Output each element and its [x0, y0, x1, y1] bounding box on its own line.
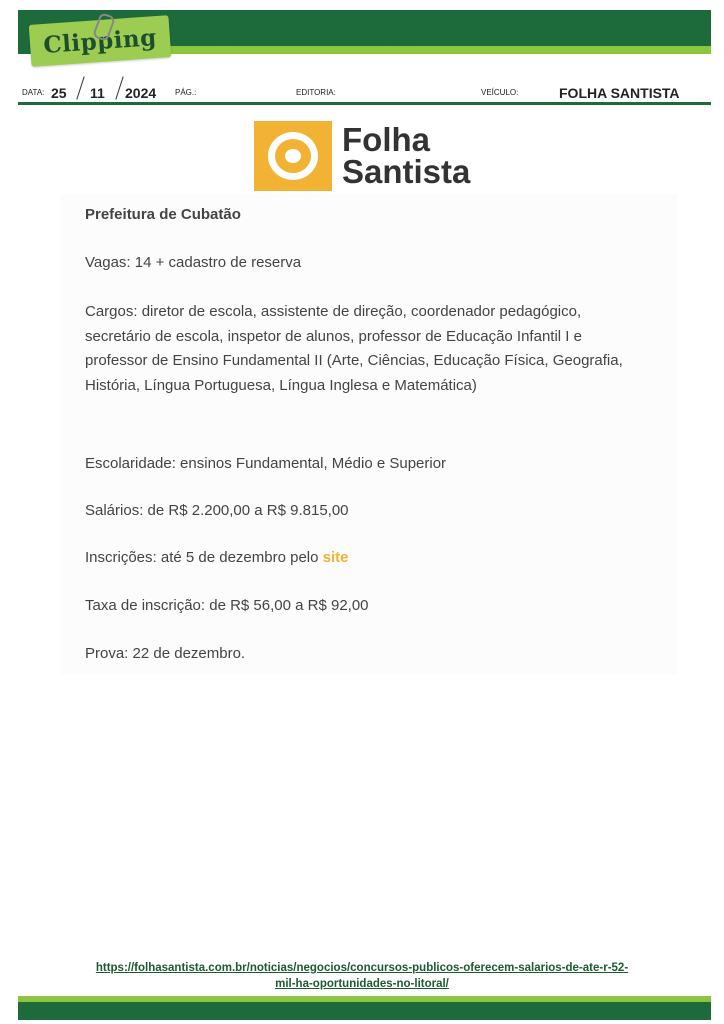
article-escolaridade: Escolaridade: ensinos Fundamental, Médio e Superior: [85, 455, 447, 472]
source-url-line-1[interactable]: https://folhasantista.com.br/noticias/negocios/concursos-publicos-oferecem-salarios-de-ate-r-52-: [95, 962, 629, 974]
date-separator: [115, 76, 123, 99]
article-prova: Prova: 22 de dezembro.: [85, 645, 246, 662]
article-salarios: Salários: de R$ 2.200,00 a R$ 9.815,00: [85, 502, 349, 519]
meta-row: [18, 80, 711, 102]
logo-line-1: Folha: [342, 121, 430, 158]
date-label: DATA:: [22, 88, 45, 97]
inscricoes-text: Inscrições: até 5 de dezembro pelo: [85, 549, 323, 566]
article-taxa: Taxa de inscrição: de R$ 56,00 a R$ 92,00: [85, 597, 369, 614]
editoria-label: EDITORIA:: [296, 88, 336, 97]
veiculo-value: FOLHA SANTISTA: [559, 85, 680, 101]
date-day: 25: [51, 85, 67, 101]
meta-divider: [18, 102, 711, 105]
article-inscricoes: [85, 546, 645, 571]
header-subtitle: ON-LINE • DEPARTAMENTO DE IMPRENSA • PMC: [178, 38, 415, 49]
clipping-label: Clipping: [42, 23, 158, 59]
source-url-link[interactable]: [40, 960, 684, 992]
site-link[interactable]: site: [322, 549, 349, 566]
footer-band: [18, 1002, 711, 1020]
date-separator: [76, 76, 84, 99]
page-label: PÁG.:: [175, 88, 197, 97]
logo-text: [342, 121, 471, 190]
date-month: 11: [90, 85, 105, 101]
veiculo-label: VEÍCULO:: [481, 88, 519, 97]
article-vagas: Vagas: 14 + cadastro de reserva: [85, 254, 302, 271]
article-cargos: Cargos: diretor de escola, assistente de direção, coordenador pedagógico, secretário de escola, inspetor de alunos, professor de Educação Infantil I e professor de Ensino Fundamental II (Arte, Ciências, Educação Física, Geografia, História, Língua Portuguesa, Língua Inglesa e Matemática): [85, 303, 623, 394]
date-year: 2024: [125, 85, 157, 101]
logo-mark-icon: [254, 121, 332, 191]
article-heading: Prefeitura de Cubatão: [85, 206, 241, 223]
source-url-line-2[interactable]: mil-ha-oportunidades-no-litoral/: [275, 978, 449, 990]
logo-line-2: Santista: [342, 153, 471, 190]
folha-santista-logo: [254, 120, 486, 192]
